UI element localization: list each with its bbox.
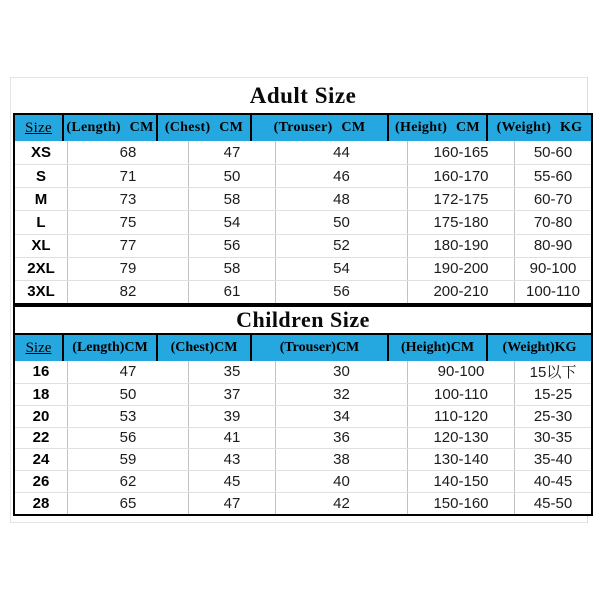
adult-value-cell: 160-165 bbox=[408, 141, 515, 164]
adult-header-row bbox=[15, 115, 591, 141]
adult-table-body bbox=[15, 141, 591, 303]
adult-size-table bbox=[13, 113, 593, 305]
adult-value-cell: 50-60 bbox=[533, 144, 573, 162]
children-value-cell: 65 bbox=[68, 493, 189, 514]
children-header-cell-3: (Trouser)CM bbox=[252, 335, 389, 361]
children-value-cell: 35 bbox=[189, 361, 276, 383]
children-row-28 bbox=[15, 492, 591, 514]
adult-value-cell: 73 bbox=[68, 188, 189, 210]
adult-value-cell: 180-190 bbox=[408, 235, 515, 257]
adult-value-cell: 58 bbox=[189, 188, 276, 210]
children-value-cell: 140-150 bbox=[408, 471, 515, 492]
children-value-cell: 40-45 bbox=[533, 473, 573, 491]
children-value-cell: 90-100 bbox=[408, 361, 515, 383]
adult-value-cell: 50 bbox=[276, 211, 408, 233]
adult-row-L bbox=[15, 210, 591, 233]
adult-size-cell: XS bbox=[15, 141, 68, 164]
adult-value-cell: 55-60 bbox=[533, 167, 573, 185]
adult-value-cell: 46 bbox=[276, 165, 408, 187]
adult-value-cell: 172-175 bbox=[408, 188, 515, 210]
adult-size-cell: 2XL bbox=[15, 258, 68, 280]
children-size-cell: 26 bbox=[15, 471, 68, 492]
adult-value-cell: 61 bbox=[189, 281, 276, 303]
children-value-cell: 53 bbox=[68, 406, 189, 427]
adult-value-cell: 175-180 bbox=[408, 211, 515, 233]
children-header-cell-1: (Length)CM bbox=[64, 335, 158, 361]
children-title-text: Children Size bbox=[236, 307, 370, 332]
children-value-cell: 42 bbox=[276, 493, 408, 514]
children-size-cell: 20 bbox=[15, 406, 68, 427]
adult-value-cell: 56 bbox=[276, 281, 408, 303]
adult-value-cell: 44 bbox=[276, 141, 408, 164]
adult-row-3XL bbox=[15, 280, 591, 303]
children-value-cell: 35-40 bbox=[533, 451, 573, 469]
adult-header-cell-4: (Height) CM bbox=[389, 115, 488, 141]
children-value-cell: 47 bbox=[189, 493, 276, 514]
children-value-cell: 25-30 bbox=[533, 407, 573, 425]
adult-value-cell: 48 bbox=[276, 188, 408, 210]
children-row-16 bbox=[15, 361, 591, 383]
adult-size-cell: XL bbox=[15, 235, 68, 257]
children-header-row bbox=[15, 335, 591, 361]
children-value-cell: 40 bbox=[276, 471, 408, 492]
children-value-cell: 150-160 bbox=[408, 493, 515, 514]
children-value-cell: 130-140 bbox=[408, 449, 515, 470]
children-value-cell: 100-110 bbox=[408, 384, 515, 405]
adult-value-cell: 79 bbox=[68, 258, 189, 280]
adult-value-cell: 190-200 bbox=[408, 258, 515, 280]
children-row-24 bbox=[15, 448, 591, 470]
adult-value-cell: 160-170 bbox=[408, 165, 515, 187]
adult-size-cell: S bbox=[15, 165, 68, 187]
adult-value-cell: 60-70 bbox=[533, 190, 573, 208]
adult-size-cell: 3XL bbox=[15, 281, 68, 303]
children-row-22 bbox=[15, 427, 591, 449]
adult-row-M bbox=[15, 187, 591, 210]
children-section-title bbox=[15, 307, 591, 335]
adult-header-cell-3: (Trouser) CM bbox=[252, 115, 389, 141]
adult-value-cell: 82 bbox=[68, 281, 189, 303]
children-value-cell: 41 bbox=[189, 428, 276, 449]
children-value-cell: 110-120 bbox=[408, 406, 515, 427]
children-value-cell: 36 bbox=[276, 428, 408, 449]
children-header-cell-4: (Height)CM bbox=[389, 335, 488, 361]
children-value-cell: 50 bbox=[68, 384, 189, 405]
children-value-cell: 30 bbox=[276, 361, 408, 383]
children-value-cell: 38 bbox=[276, 449, 408, 470]
adult-header-cell-1: (Length) CM bbox=[64, 115, 158, 141]
children-value-cell: 15-25 bbox=[533, 385, 573, 403]
children-value-cell: 43 bbox=[189, 449, 276, 470]
adult-value-cell: 47 bbox=[189, 141, 276, 164]
adult-value-cell: 52 bbox=[276, 235, 408, 257]
children-size-cell: 28 bbox=[15, 493, 68, 514]
adult-value-cell: 58 bbox=[189, 258, 276, 280]
adult-row-XS bbox=[15, 141, 591, 164]
adult-value-cell: 200-210 bbox=[408, 281, 515, 303]
adult-row-XL bbox=[15, 234, 591, 257]
children-size-cell: 22 bbox=[15, 428, 68, 449]
children-row-20 bbox=[15, 405, 591, 427]
children-value-cell: 45-50 bbox=[533, 495, 573, 513]
adult-size-cell: M bbox=[15, 188, 68, 210]
children-row-26 bbox=[15, 470, 591, 492]
children-value-cell: 34 bbox=[276, 406, 408, 427]
children-value-cell: 56 bbox=[68, 428, 189, 449]
adult-row-S bbox=[15, 164, 591, 187]
adult-value-cell: 70-80 bbox=[533, 213, 573, 231]
children-value-cell: 37 bbox=[189, 384, 276, 405]
adult-value-cell: 75 bbox=[68, 211, 189, 233]
adult-value-cell: 80-90 bbox=[533, 237, 573, 255]
adult-value-cell: 100-110 bbox=[526, 283, 580, 301]
adult-header-cell-0: Size bbox=[15, 115, 64, 141]
adult-value-cell: 68 bbox=[68, 141, 189, 164]
children-value-cell: 62 bbox=[68, 471, 189, 492]
children-header-cell-5: (Weight)KG bbox=[502, 340, 577, 355]
adult-value-cell: 54 bbox=[276, 258, 408, 280]
children-value-cell: 45 bbox=[189, 471, 276, 492]
children-value-cell: 39 bbox=[189, 406, 276, 427]
children-size-table bbox=[13, 305, 593, 516]
children-value-cell: 120-130 bbox=[408, 428, 515, 449]
children-table-body bbox=[15, 361, 591, 514]
children-value-cell: 32 bbox=[276, 384, 408, 405]
children-row-18 bbox=[15, 383, 591, 405]
adult-value-cell: 90-100 bbox=[529, 260, 577, 278]
children-value-cell: 59 bbox=[68, 449, 189, 470]
adult-value-cell: 71 bbox=[68, 165, 189, 187]
adult-row-2XL bbox=[15, 257, 591, 280]
adult-value-cell: 54 bbox=[189, 211, 276, 233]
children-value-cell: 15以下 bbox=[529, 364, 577, 382]
children-size-cell: 24 bbox=[15, 449, 68, 470]
adult-value-cell: 50 bbox=[189, 165, 276, 187]
children-size-cell: 18 bbox=[15, 384, 68, 405]
children-header-cell-2: (Chest)CM bbox=[158, 335, 252, 361]
adult-size-cell: L bbox=[15, 211, 68, 233]
children-header-cell-0: Size bbox=[15, 335, 64, 361]
adult-header-cell-5: (Weight) KG bbox=[496, 120, 583, 135]
children-size-cell: 16 bbox=[15, 361, 68, 383]
children-value-cell: 47 bbox=[68, 361, 189, 383]
adult-value-cell: 77 bbox=[68, 235, 189, 257]
adult-section-title: Adult Size bbox=[249, 83, 357, 108]
adult-value-cell: 56 bbox=[189, 235, 276, 257]
children-value-cell: 30-35 bbox=[533, 429, 573, 447]
adult-header-cell-2: (Chest) CM bbox=[158, 115, 252, 141]
